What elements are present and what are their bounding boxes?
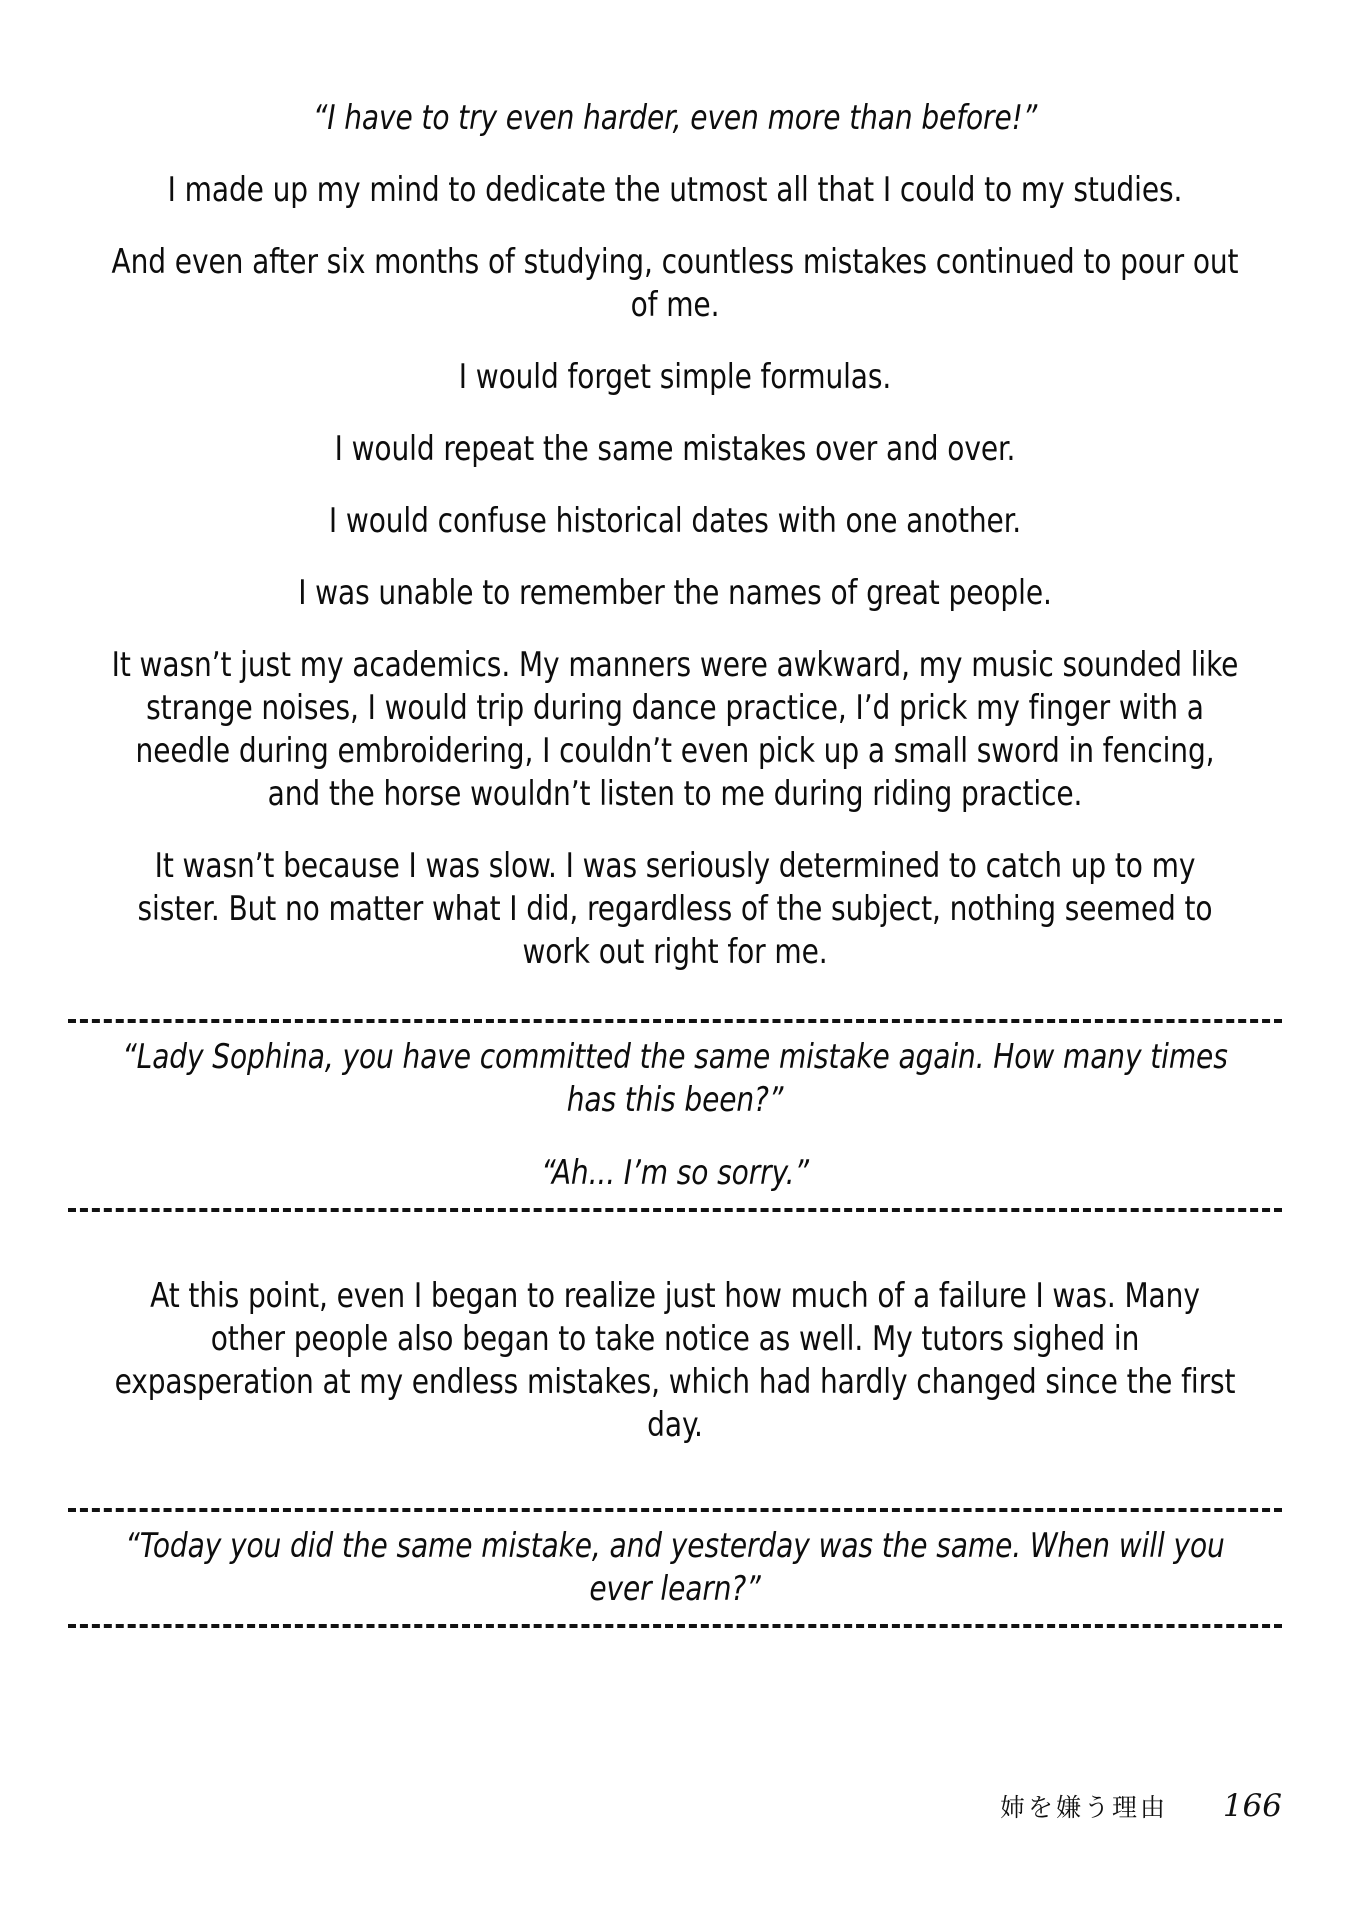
paragraph-repeat-mistakes: I would repeat the same mistakes over and over. (334, 429, 1016, 468)
paragraph-confuse-dates: I would confuse historical dates with one another. (328, 501, 1022, 540)
paragraph-not-just-academics: It wasn’t just my academics. My manners were awkward, my music sounded like strange noises, I would trip during dance practice, I’d prick my finger with a needle during embroidering, I couldn’t even pick up a small sword in fencing, and the horse wouldn’t listen to me during riding practice. (111, 645, 1239, 813)
dialogue-two-lines (68, 1512, 1282, 1624)
paragraph-forget-formulas: I would forget simple formulas. (458, 357, 892, 396)
paragraph-names-great-people: I was unable to remember the names of great people. (298, 573, 1052, 612)
paragraph-resolve: I made up my mind to dedicate the utmost all that I could to my studies. (167, 170, 1183, 209)
footer-chapter-title: 姉を嫌う理由 (999, 1793, 1168, 1822)
paragraph-six-months: And even after six months of studying, countless mistakes continued to pour out of me. (111, 242, 1239, 324)
dashed-divider-bottom-two (68, 1624, 1282, 1628)
spacer-before-dialogue-one (68, 973, 1282, 1019)
page-footer (68, 1788, 1282, 1824)
dialogue-one-lines (68, 1023, 1282, 1208)
spacer-before-dialogue-two (68, 1446, 1282, 1508)
dialogue-one-line-tutor: “Lady Sophina, you have committed the same mistake again. How many times has this been?” (122, 1037, 1228, 1119)
paragraph-realize-failure: At this point, even I began to realize just how much of a failure I was. Many other people also began to take notice as well. My tutors sighed in expasperation at my endless mistakes, which had hardly changed since the first day. (114, 1276, 1236, 1444)
spacer-after-dialogue-one (68, 1212, 1282, 1274)
dialogue-block-two (68, 1508, 1282, 1628)
paragraph-not-slow: It wasn’t because I was slow. I was seriously determined to catch up to my sister. But no matter what I did, regardless of the subject, nothing seemed to work out right for me. (137, 846, 1213, 971)
page-content (68, 96, 1282, 1628)
dialogue-block-one (68, 1019, 1282, 1212)
dialogue-one-line-reply: “Ah... I’m so sorry.” (541, 1153, 809, 1192)
dialogue-two-line-tutor: “Today you did the same mistake, and yesterday was the same. When will you ever learn?” (125, 1526, 1225, 1608)
page-number: 166 (1222, 1788, 1282, 1824)
paragraph-opening-quote: “I have to try even harder, even more than before!” (312, 98, 1038, 137)
